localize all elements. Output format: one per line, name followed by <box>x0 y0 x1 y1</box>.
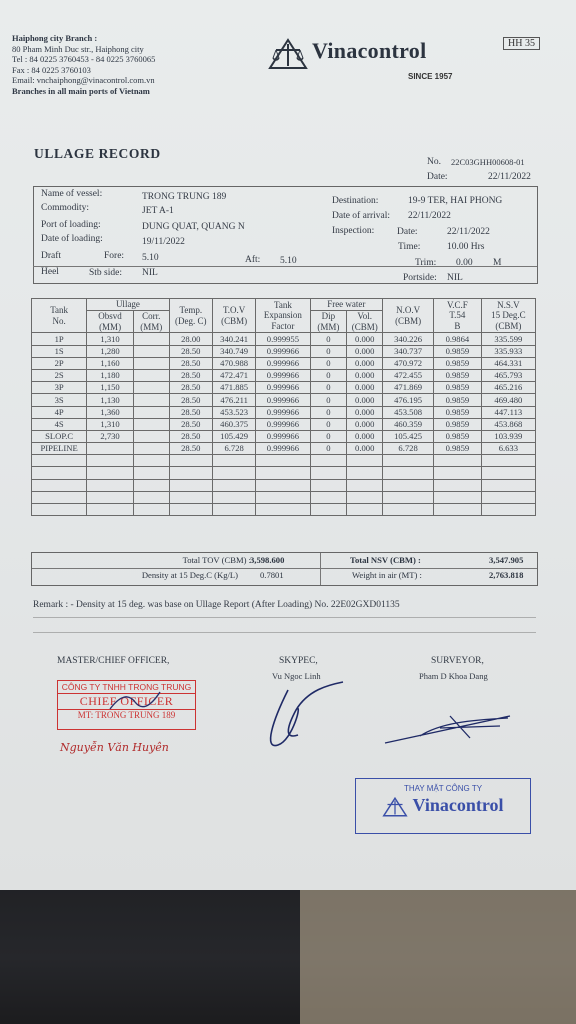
cell-obs: 2,730 <box>87 430 134 442</box>
cell-vol: 0.000 <box>347 418 383 430</box>
cell-tank: PIPELINE <box>32 443 87 455</box>
cell-dip: 0 <box>310 345 347 357</box>
total-tov-value: 3,598.600 <box>250 555 285 565</box>
cell-tank: 2P <box>32 357 87 369</box>
table-row <box>32 443 536 455</box>
cell-temp: 28.50 <box>169 418 212 430</box>
cell-dip <box>310 467 347 479</box>
cell-nov: 476.195 <box>383 394 434 406</box>
cell-tov: 471.885 <box>212 382 255 394</box>
table-row <box>32 369 536 381</box>
cell-vol: 0.000 <box>347 333 383 345</box>
cell-temp <box>169 455 212 467</box>
cell-nov: 472.455 <box>383 369 434 381</box>
cell-tank <box>32 467 87 479</box>
cell-tef: 0.999966 <box>256 406 310 418</box>
cell-vol <box>347 479 383 491</box>
cell-vcf <box>434 455 482 467</box>
cell-temp: 28.50 <box>169 430 212 442</box>
skypec-name: Vu Ngoc Linh <box>272 671 321 681</box>
col-tef-header: Tank Expansion Factor <box>256 299 310 333</box>
cell-obs <box>87 467 134 479</box>
doc-date-label: Date: <box>427 172 448 182</box>
cell-tank: 1P <box>32 333 87 345</box>
cell-corr <box>133 357 169 369</box>
table-row <box>32 491 536 503</box>
cell-tank: 3P <box>32 382 87 394</box>
total-nsv-label: Total NSV (CBM) : <box>350 555 421 565</box>
doc-date-value: 22/11/2022 <box>488 172 531 182</box>
blue-stamp-logo <box>356 795 530 817</box>
cell-obs: 1,310 <box>87 333 134 345</box>
cell-vol: 0.000 <box>347 406 383 418</box>
cell-temp: 28.50 <box>169 345 212 357</box>
port-loading-value: DUNG QUAT, QUANG N <box>142 222 245 232</box>
cell-vcf <box>434 504 482 516</box>
cell-tov: 105.429 <box>212 430 255 442</box>
cell-vol: 0.000 <box>347 357 383 369</box>
cell-dip <box>310 479 347 491</box>
commodity-label: Commodity: <box>41 203 90 213</box>
heel-label: Heel <box>41 267 59 277</box>
col-nov-header: N.O.V (CBM) <box>383 299 434 333</box>
aft-label: Aft: <box>245 255 261 265</box>
cell-dip: 0 <box>310 369 347 381</box>
since-label: SINCE 1957 <box>408 72 453 81</box>
cell-vol: 0.000 <box>347 394 383 406</box>
cell-temp: 28.50 <box>169 369 212 381</box>
cell-corr <box>133 333 169 345</box>
doc-number-value: 22C03GHH00608-01 <box>451 157 525 167</box>
date-loading-value: 19/11/2022 <box>142 237 185 247</box>
density-value: 0.7801 <box>260 570 284 580</box>
cell-obs <box>87 443 134 455</box>
cell-vcf: 0.9859 <box>434 382 482 394</box>
inspection-label: Inspection: <box>332 226 375 236</box>
vinacontrol-logo <box>268 38 427 70</box>
cell-tov: 453.523 <box>212 406 255 418</box>
col-tov-header: T.O.V (CBM) <box>212 299 255 333</box>
cell-corr <box>133 479 169 491</box>
weight-value: 2,763.818 <box>489 570 524 580</box>
brand-name: Vinacontrol <box>312 38 427 63</box>
cell-tank <box>32 504 87 516</box>
cell-vcf: 0.9859 <box>434 430 482 442</box>
remark-line-1 <box>33 617 536 618</box>
cell-temp <box>169 479 212 491</box>
cell-nsv <box>481 467 535 479</box>
trim-unit: M <box>493 258 502 268</box>
cell-nov <box>383 467 434 479</box>
col-vol-header: Vol. (CBM) <box>347 311 383 333</box>
blue-stamp-brand: Vinacontrol <box>412 795 504 815</box>
cell-tef <box>256 491 310 503</box>
cell-tov <box>212 504 255 516</box>
total-tov-label: Total TOV (CBM) : <box>182 555 251 565</box>
stamp-company: CÔNG TY TNHH TRỌNG TRUNG <box>58 681 195 694</box>
cell-nov: 453.508 <box>383 406 434 418</box>
cell-temp: 28.50 <box>169 394 212 406</box>
cell-tank: 4P <box>32 406 87 418</box>
cell-nsv: 447.113 <box>481 406 535 418</box>
cell-vol: 0.000 <box>347 430 383 442</box>
table-row <box>32 345 536 357</box>
cell-vcf: 0.9859 <box>434 406 482 418</box>
cell-tank: SLOP.C <box>32 430 87 442</box>
cell-nov <box>383 479 434 491</box>
doc-number-label: No. <box>427 157 441 167</box>
table-body <box>32 333 536 516</box>
cell-vcf: 0.9864 <box>434 333 482 345</box>
cell-temp: 28.00 <box>169 333 212 345</box>
cell-dip: 0 <box>310 333 347 345</box>
cell-tef <box>256 504 310 516</box>
cell-vol: 0.000 <box>347 443 383 455</box>
cell-tov <box>212 455 255 467</box>
cell-corr <box>133 418 169 430</box>
cell-vcf: 0.9859 <box>434 418 482 430</box>
cell-vcf <box>434 491 482 503</box>
cell-corr <box>133 382 169 394</box>
col-temp-header: Temp. (Deg. C) <box>169 299 212 333</box>
cell-temp: 28.50 <box>169 357 212 369</box>
cell-tef <box>256 479 310 491</box>
cell-nsv: 464.331 <box>481 357 535 369</box>
cell-corr <box>133 345 169 357</box>
cell-obs: 1,150 <box>87 382 134 394</box>
arrival-value: 22/11/2022 <box>408 211 451 221</box>
cell-tov: 472.471 <box>212 369 255 381</box>
table-row <box>32 479 536 491</box>
cell-obs <box>87 479 134 491</box>
skypec-signature <box>258 680 348 760</box>
cell-corr <box>133 369 169 381</box>
table-row <box>32 394 536 406</box>
cell-tank: 2S <box>32 369 87 381</box>
cell-vol <box>347 491 383 503</box>
col-ullage-header: Ullage <box>87 299 169 311</box>
table-row <box>32 430 536 442</box>
skypec-label: SKYPEC, <box>279 656 318 666</box>
cell-corr <box>133 406 169 418</box>
cell-obs <box>87 504 134 516</box>
master-signature-scribble <box>105 684 165 714</box>
table-row <box>32 455 536 467</box>
time-value: 10.00 Hrs <box>447 242 485 252</box>
cell-tank: 1S <box>32 345 87 357</box>
col-freewater-header: Free water <box>310 299 383 311</box>
stamp-role: CHIEF OFFICER <box>79 694 174 708</box>
branch-header <box>12 33 155 96</box>
cell-obs <box>87 491 134 503</box>
cell-tov <box>212 479 255 491</box>
cell-dip <box>310 455 347 467</box>
cell-nov: 340.226 <box>383 333 434 345</box>
cell-obs: 1,180 <box>87 369 134 381</box>
cell-nsv: 453.868 <box>481 418 535 430</box>
cell-tef: 0.999966 <box>256 394 310 406</box>
cell-obs <box>87 455 134 467</box>
col-corr-header: Corr. (MM) <box>133 311 169 333</box>
branch-address: 80 Pham Minh Duc str., Haiphong city <box>12 43 144 54</box>
surveyor-name: Pham D Khoa Dang <box>419 671 488 681</box>
cell-temp: 28.50 <box>169 382 212 394</box>
cell-corr <box>133 430 169 442</box>
cell-dip: 0 <box>310 418 347 430</box>
cell-tef: 0.999966 <box>256 345 310 357</box>
cell-nov: 6.728 <box>383 443 434 455</box>
cell-obs: 1,360 <box>87 406 134 418</box>
cell-tef: 0.999966 <box>256 382 310 394</box>
cell-corr <box>133 443 169 455</box>
trim-value: 0.00 <box>456 258 473 268</box>
cell-tov: 340.241 <box>212 333 255 345</box>
cell-tov: 6.728 <box>212 443 255 455</box>
cell-dip <box>310 504 347 516</box>
cell-nsv: 103.939 <box>481 430 535 442</box>
commodity-value: JET A-1 <box>142 206 174 216</box>
cell-nsv: 335.599 <box>481 333 535 345</box>
stamp-vessel: MT: TRONG TRUNG 189 <box>58 709 195 720</box>
cell-corr <box>133 491 169 503</box>
cell-corr <box>133 504 169 516</box>
cell-nsv <box>481 504 535 516</box>
cell-nsv: 6.633 <box>481 443 535 455</box>
cell-vcf: 0.9859 <box>434 357 482 369</box>
remark-text: Remark : - Density at 15 deg. was base on Ullage Report (After Loading) No. 22E02GXD01135 <box>33 600 400 610</box>
cell-tef <box>256 455 310 467</box>
form-code: HH 35 <box>503 37 540 50</box>
cell-tank: 4S <box>32 418 87 430</box>
cell-vol: 0.000 <box>347 369 383 381</box>
date-loading-label: Date of loading: <box>41 234 103 244</box>
branch-email: Email: vnchaiphong@vinacontrol.com.vn <box>12 75 155 85</box>
cell-tov: 476.211 <box>212 394 255 406</box>
cell-tov <box>212 467 255 479</box>
cell-corr <box>133 455 169 467</box>
cell-obs: 1,160 <box>87 357 134 369</box>
vessel-name-label: Name of vessel: <box>41 189 103 199</box>
cell-nov: 460.359 <box>383 418 434 430</box>
background-floor <box>300 880 576 1024</box>
cell-tank <box>32 479 87 491</box>
destination-value: 19-9 TER, HAI PHONG <box>408 196 503 206</box>
arrival-label: Date of arrival: <box>332 211 391 221</box>
cell-obs: 1,280 <box>87 345 134 357</box>
branch-name: Haiphong city Branch : <box>12 33 98 43</box>
col-tank-header: Tank No. <box>32 299 87 333</box>
cell-nsv: 465.216 <box>481 382 535 394</box>
cell-nov: 470.972 <box>383 357 434 369</box>
cell-dip: 0 <box>310 357 347 369</box>
cell-vol <box>347 455 383 467</box>
cell-tef <box>256 467 310 479</box>
cell-temp <box>169 504 212 516</box>
cell-corr <box>133 394 169 406</box>
table-row <box>32 333 536 345</box>
branch-tel: Tel : 84 0225 3760453 - 84 0225 3760065 <box>12 54 156 64</box>
cell-nsv <box>481 455 535 467</box>
vinacontrol-stamp <box>355 778 531 834</box>
cell-vcf: 0.9859 <box>434 369 482 381</box>
table-row <box>32 504 536 516</box>
blue-scales-icon <box>382 797 408 817</box>
cell-vol: 0.000 <box>347 382 383 394</box>
fore-label: Fore: <box>104 251 125 261</box>
cell-vcf: 0.9859 <box>434 345 482 357</box>
cell-tef: 0.999966 <box>256 430 310 442</box>
cell-temp: 28.50 <box>169 443 212 455</box>
cell-nsv: 469.480 <box>481 394 535 406</box>
cell-vol <box>347 504 383 516</box>
ullage-table <box>31 298 536 516</box>
cell-obs: 1,130 <box>87 394 134 406</box>
cell-dip: 0 <box>310 382 347 394</box>
cell-temp <box>169 491 212 503</box>
cell-temp <box>169 467 212 479</box>
master-label: MASTER/CHIEF OFFICER, <box>57 656 170 666</box>
time-label: Time: <box>398 242 421 252</box>
cell-dip: 0 <box>310 443 347 455</box>
total-nsv-value: 3,547.905 <box>489 555 524 565</box>
cell-dip: 0 <box>310 394 347 406</box>
cell-obs: 1,310 <box>87 418 134 430</box>
cell-nsv: 465.793 <box>481 369 535 381</box>
inspection-date-label: Date: <box>397 227 418 237</box>
cell-nov <box>383 491 434 503</box>
cell-dip: 0 <box>310 406 347 418</box>
col-vcf-header: V.C.F T.54 B <box>434 299 482 333</box>
cell-nov <box>383 504 434 516</box>
stb-side-value: NIL <box>142 268 158 278</box>
cell-tef: 0.999955 <box>256 333 310 345</box>
scales-logo-icon <box>268 38 308 70</box>
surveyor-signature <box>380 708 520 748</box>
fore-value: 5.10 <box>142 253 159 263</box>
cell-vcf <box>434 467 482 479</box>
cell-tef: 0.999966 <box>256 357 310 369</box>
cell-dip <box>310 491 347 503</box>
surveyor-label: SURVEYOR, <box>431 656 484 666</box>
cell-tank: 3S <box>32 394 87 406</box>
blue-stamp-top: THAY MẶT CÔNG TY <box>403 784 483 793</box>
cell-nov <box>383 455 434 467</box>
remark-line-2 <box>33 632 536 633</box>
cell-tov: 460.375 <box>212 418 255 430</box>
cell-tank <box>32 491 87 503</box>
draft-label: Draft <box>41 251 62 261</box>
totals-box <box>31 552 538 586</box>
cell-tef: 0.999966 <box>256 418 310 430</box>
cell-vcf <box>434 479 482 491</box>
cell-temp: 28.50 <box>169 406 212 418</box>
port-loading-label: Port of loading: <box>41 220 101 230</box>
density-label: Density at 15 Deg.C (Kg/L) <box>141 570 238 580</box>
handwritten-name: Nguyễn Văn Huyên <box>60 741 169 754</box>
aft-value: 5.10 <box>280 256 297 266</box>
vessel-name-value: TRONG TRUNG 189 <box>142 192 227 202</box>
inspection-date-value: 22/11/2022 <box>447 227 490 237</box>
cell-vcf: 0.9859 <box>434 394 482 406</box>
cell-nsv: 335.933 <box>481 345 535 357</box>
table-row <box>32 406 536 418</box>
stb-side-label: Stb side: <box>89 268 122 278</box>
cell-tef: 0.999966 <box>256 369 310 381</box>
weight-label: Weight in air (MT) : <box>352 570 422 580</box>
col-obsvd-header: Obsvd (MM) <box>87 311 134 333</box>
cell-vcf: 0.9859 <box>434 443 482 455</box>
col-dip-header: Dip (MM) <box>310 311 347 333</box>
cell-tov: 340.749 <box>212 345 255 357</box>
cell-vol <box>347 467 383 479</box>
portside-label: Portside: <box>403 273 437 283</box>
table-row <box>32 418 536 430</box>
cell-nov: 105.425 <box>383 430 434 442</box>
cell-corr <box>133 467 169 479</box>
cell-nsv <box>481 491 535 503</box>
table-header-row-1 <box>32 299 536 311</box>
document-title: ULLAGE RECORD <box>34 146 161 161</box>
cell-nsv <box>481 479 535 491</box>
destination-label: Destination: <box>332 196 379 206</box>
trim-label: Trim: <box>415 258 437 268</box>
branch-fax: Fax : 84 0225 3760103 <box>12 64 91 75</box>
col-nsv-header: N.S.V 15 Deg.C (CBM) <box>481 299 535 333</box>
portside-value: NIL <box>447 273 463 283</box>
table-row <box>32 467 536 479</box>
table-row <box>32 382 536 394</box>
table-row <box>32 357 536 369</box>
cell-dip: 0 <box>310 430 347 442</box>
cell-tov <box>212 491 255 503</box>
cell-nov: 340.737 <box>383 345 434 357</box>
branch-ports: Branches in all main ports of Vietnam <box>12 85 150 96</box>
cell-tov: 470.988 <box>212 357 255 369</box>
cell-tef: 0.999966 <box>256 443 310 455</box>
cell-vol: 0.000 <box>347 345 383 357</box>
cell-tank <box>32 455 87 467</box>
cell-nov: 471.869 <box>383 382 434 394</box>
